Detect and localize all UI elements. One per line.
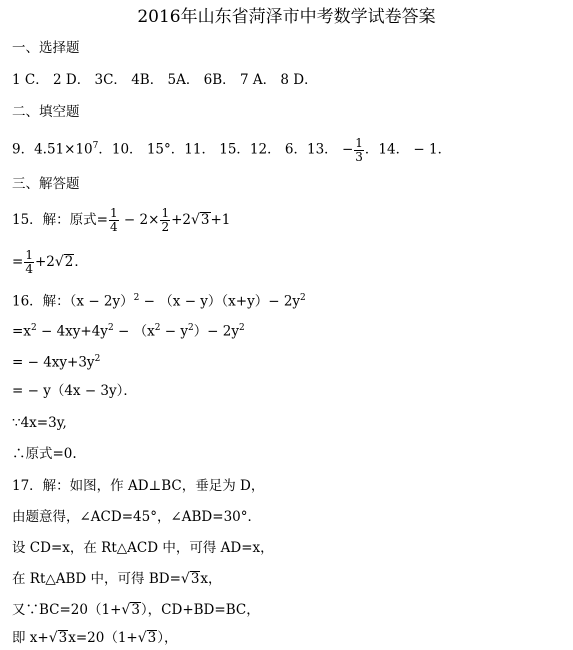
q15-line-2 [12,249,88,276]
q17-line-5 [12,600,260,620]
q16-line-4: = − y（4x − 3y）． [12,383,137,399]
q17-line-4 [12,569,222,589]
q17-line-2: 由题意得，∠ACD=45°，∠ABD=30°． [12,509,261,525]
fraction [109,207,119,234]
expr-part: ），CD+BD=BC， [140,602,260,618]
exponent: 2 [239,323,245,333]
choice-answers: 1 C． 2 D． 3C． 4B． 5A． 6B． 7 A． 8 D． [12,72,318,88]
q17-line-6 [12,628,178,648]
expr-part: − （x [113,323,155,340]
expr-part: 16．解：（x − 2y） [12,293,134,310]
fraction [160,207,170,234]
q15-term: +2 [34,254,55,270]
fill-answers [12,136,451,164]
expr-part: = − 4xy+3y [12,354,95,371]
q15-prefix: 15．解：原式= [12,212,108,228]
answer-9-exponent: 7 [92,141,99,151]
exponent: 2 [154,323,161,333]
exponent: 2 [107,323,114,333]
answer-9: 9．4.51×10 [12,141,93,158]
fraction-denominator: 3 [355,149,363,164]
fraction-denominator: 2 [161,220,170,234]
radicand: 3 [190,571,200,587]
q15-term: +1 [210,212,231,228]
exponent: 2 [133,293,140,303]
page-title: 2016年山东省菏泽市中考数学试卷答案 [137,7,436,27]
section-heading-solve: 三、解答题 [12,176,80,192]
expr-part: − 4xy+4y [36,323,108,340]
fraction-numerator: 1 [110,206,118,220]
fraction-numerator: 1 [355,135,363,150]
sqrt-icon: √ [137,630,147,646]
sqrt-icon: √ [54,254,64,270]
fraction-numerator: 1 [161,206,170,220]
q16-line-5: ∵4x=3y, [12,415,67,431]
expr-part: 在 Rt△ABD 中，可得 BD= [12,571,181,587]
expr-part: x=20（1+ [68,630,138,646]
expr-part: ）， [157,630,178,646]
sqrt-icon: √ [48,630,58,646]
sqrt-icon: √ [190,212,200,228]
answer-14: ．14． − 1． [364,141,452,158]
radicand: 3 [58,630,68,646]
expr-part: 即 x+ [12,630,49,646]
answer-13-sign: − [341,141,354,158]
radicand: 3 [131,602,140,618]
section-heading-choice: 一、选择题 [12,40,80,56]
fraction-numerator: 1 [25,248,33,262]
q16-line-3 [12,349,100,373]
fraction-denominator: 4 [110,220,118,234]
q16-line-2 [12,318,245,342]
q15-term: ． [74,254,88,270]
q16-line-1 [12,288,306,312]
exponent: 2 [30,323,37,333]
exponent: 2 [94,354,101,364]
q17-line-1: 17．解：如图，作 AD⊥BC，垂足为 D， [12,478,265,494]
radicand: 3 [147,630,157,646]
fraction-denominator: 4 [25,262,33,276]
expr-part: − （x − y）（x+y）− 2y [139,293,301,310]
answers-10-12: ．10． 15°．11． 15．12． 6．13． [98,141,338,158]
q16-line-6: ∴原式=0. [12,446,77,462]
q17-line-3: 设 CD=x，在 Rt△ACD 中，可得 AD=x， [12,540,274,556]
radicand: 2 [64,254,74,270]
exponent: 2 [187,323,194,333]
expr-part: 又∵BC=20（1+ [12,602,122,618]
equals-sign: = [12,254,24,270]
radicand: 3 [200,212,210,228]
expr-part: x， [200,571,222,587]
q15-term: − 2× [119,212,160,228]
sqrt-icon: √ [180,571,190,587]
section-heading-fill: 二、填空题 [12,104,80,120]
sqrt-icon: √ [121,602,131,618]
q15-term: +2 [171,212,191,228]
exponent: 2 [300,293,306,303]
expr-part: ）− 2y [193,323,240,340]
expr-part: − y [160,323,188,340]
answer-13-fraction [354,137,364,164]
q15-line-1 [12,207,230,234]
fraction [24,249,34,276]
expr-part: =x [12,323,31,340]
